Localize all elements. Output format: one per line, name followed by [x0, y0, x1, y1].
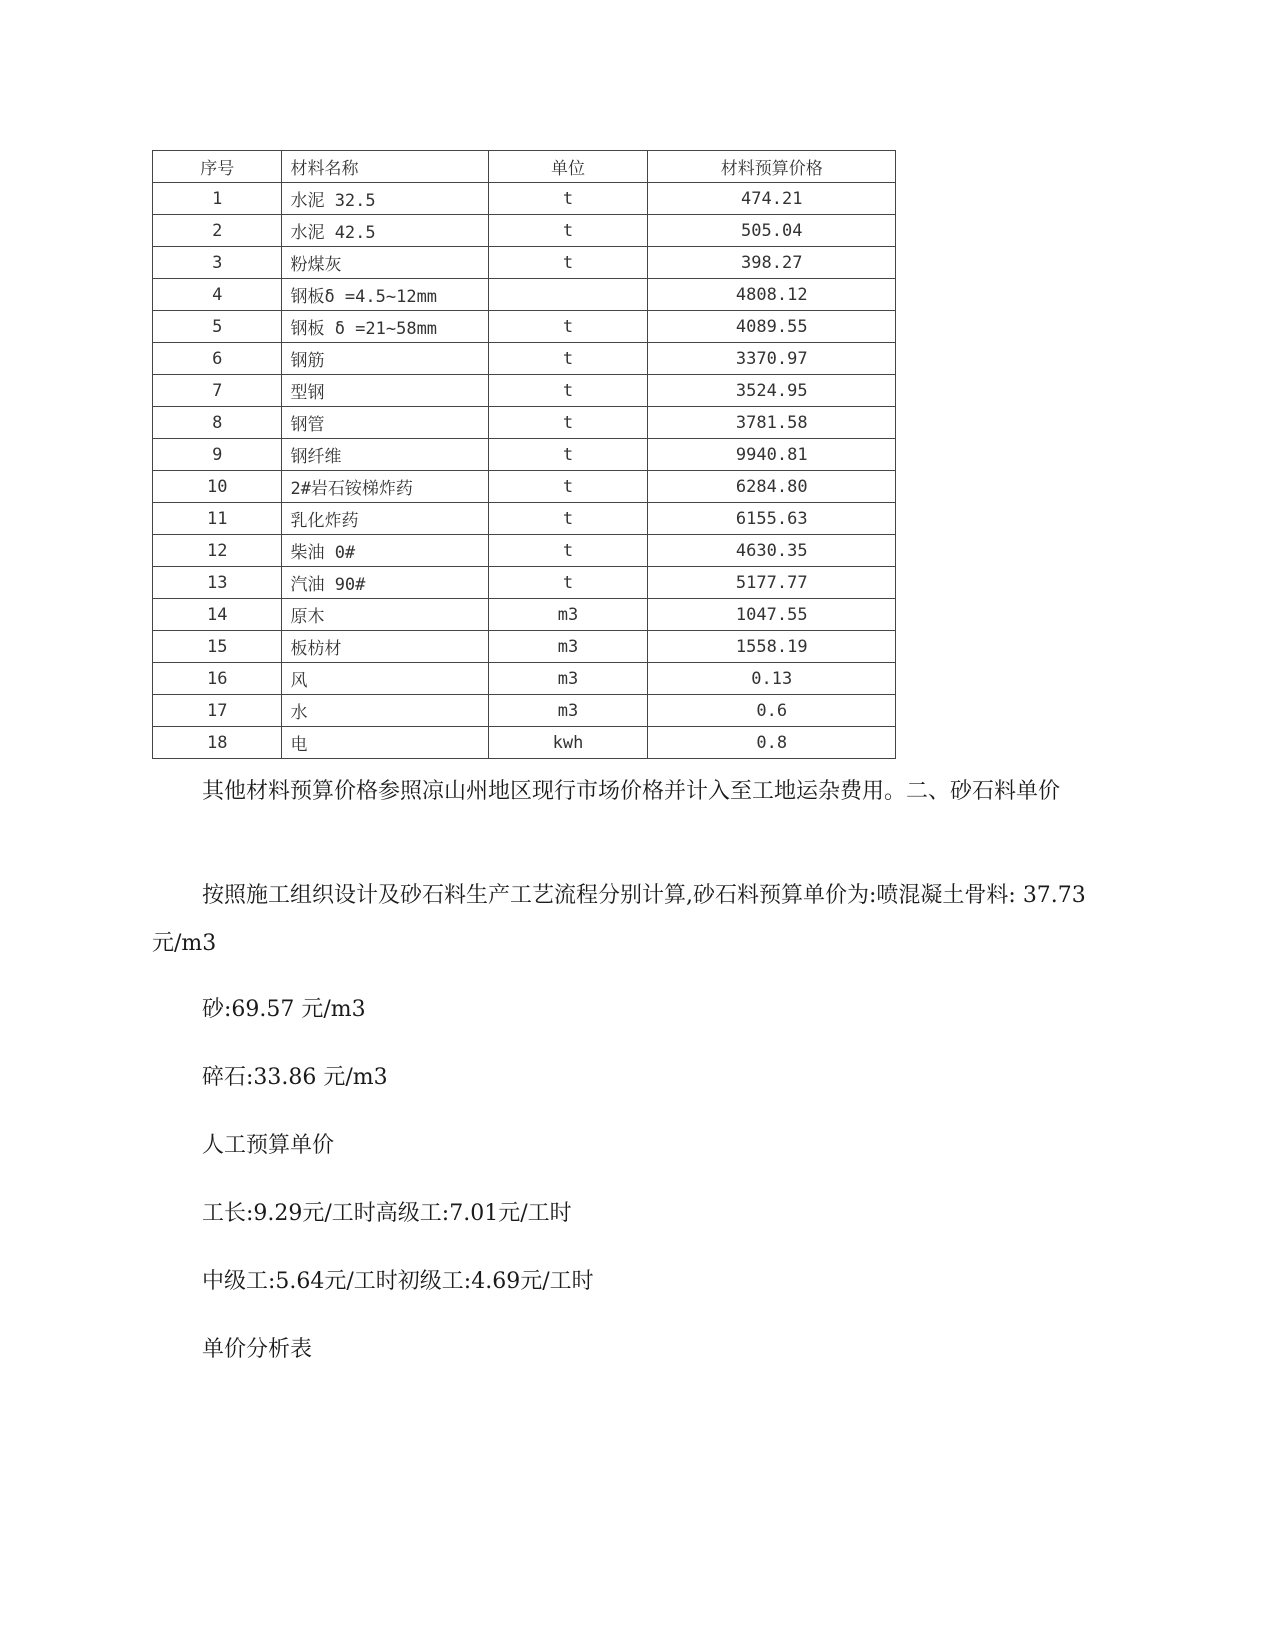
cell-serial-no: 9	[153, 439, 282, 471]
table-row	[153, 695, 896, 727]
cell-material-name: 板枋材	[282, 631, 488, 663]
table-row	[153, 599, 896, 631]
labor-heading: 人工预算单价	[202, 1133, 335, 1158]
cell-unit: t	[488, 183, 648, 215]
cell-material-name: 原木	[282, 599, 488, 631]
cell-unit: m3	[488, 663, 648, 695]
paragraph-other-materials: 其他材料预算价格参照凉山州地区现行市场价格并计入至工地运杂费用。二、砂石料单价	[202, 779, 1061, 804]
table-row	[153, 631, 896, 663]
table-row	[153, 215, 896, 247]
cell-budget-price: 505.04	[648, 215, 896, 247]
cell-material-name: 钢管	[282, 407, 488, 439]
cell-unit: m3	[488, 599, 648, 631]
sand-price: 砂:69.57 元/m3	[202, 997, 366, 1022]
cell-budget-price: 474.21	[648, 183, 896, 215]
cell-unit: t	[488, 471, 648, 503]
cell-budget-price: 0.8	[648, 727, 896, 759]
cell-material-name: 粉煤灰	[282, 247, 488, 279]
material-price-table	[152, 150, 896, 759]
cell-budget-price: 1558.19	[648, 631, 896, 663]
cell-material-name: 乳化炸药	[282, 503, 488, 535]
cell-material-name: 2#岩石铵梯炸药	[282, 471, 488, 503]
cell-unit: t	[488, 535, 648, 567]
cell-material-name: 水泥 42.5	[282, 215, 488, 247]
table-row	[153, 279, 896, 311]
cell-material-name: 钢板 δ =21~58mm	[282, 311, 488, 343]
cell-unit: t	[488, 343, 648, 375]
cell-serial-no: 3	[153, 247, 282, 279]
cell-unit: kwh	[488, 727, 648, 759]
table-row	[153, 535, 896, 567]
cell-serial-no: 4	[153, 279, 282, 311]
cell-serial-no: 16	[153, 663, 282, 695]
cell-unit: t	[488, 375, 648, 407]
table-row	[153, 439, 896, 471]
cell-budget-price: 398.27	[648, 247, 896, 279]
cell-material-name: 水泥 32.5	[282, 183, 488, 215]
cell-material-name: 钢纤维	[282, 439, 488, 471]
cell-material-name: 电	[282, 727, 488, 759]
cell-budget-price: 5177.77	[648, 567, 896, 599]
table-row	[153, 503, 896, 535]
cell-material-name: 汽油 90#	[282, 567, 488, 599]
labor-rates-line-2: 中级工:5.64元/工时初级工:4.69元/工时	[202, 1269, 594, 1294]
cell-unit: t	[488, 215, 648, 247]
table-row	[153, 311, 896, 343]
cell-serial-no: 17	[153, 695, 282, 727]
cell-budget-price: 0.6	[648, 695, 896, 727]
header-material-name: 材料名称	[282, 151, 488, 183]
table-row	[153, 407, 896, 439]
cell-budget-price: 1047.55	[648, 599, 896, 631]
header-serial-no: 序号	[153, 151, 282, 183]
cell-serial-no: 5	[153, 311, 282, 343]
paragraph-aggregate-price: 按照施工组织设计及砂石料生产工艺流程分别计算,砂石料预算单价为:喷混凝土骨料: 37.73 元/m3	[152, 883, 1086, 956]
cell-budget-price: 6155.63	[648, 503, 896, 535]
gravel-price: 碎石:33.86 元/m3	[202, 1065, 388, 1090]
table-header-row	[153, 151, 896, 183]
cell-serial-no: 14	[153, 599, 282, 631]
table-row	[153, 247, 896, 279]
cell-budget-price: 3370.97	[648, 343, 896, 375]
cell-unit: t	[488, 439, 648, 471]
cell-unit: t	[488, 503, 648, 535]
cell-serial-no: 8	[153, 407, 282, 439]
cell-budget-price: 0.13	[648, 663, 896, 695]
cell-unit: t	[488, 247, 648, 279]
header-unit: 单位	[488, 151, 648, 183]
cell-material-name: 风	[282, 663, 488, 695]
table-row	[153, 375, 896, 407]
table-row	[153, 567, 896, 599]
cell-serial-no: 11	[153, 503, 282, 535]
cell-budget-price: 4089.55	[648, 311, 896, 343]
cell-budget-price: 4808.12	[648, 279, 896, 311]
cell-serial-no: 6	[153, 343, 282, 375]
cell-material-name: 水	[282, 695, 488, 727]
cell-unit: m3	[488, 631, 648, 663]
cell-serial-no: 15	[153, 631, 282, 663]
cell-serial-no: 10	[153, 471, 282, 503]
cell-budget-price: 4630.35	[648, 535, 896, 567]
cell-material-name: 钢板δ =4.5~12mm	[282, 279, 488, 311]
cell-serial-no: 13	[153, 567, 282, 599]
cell-serial-no: 18	[153, 727, 282, 759]
cell-serial-no: 7	[153, 375, 282, 407]
labor-rates-line-1: 工长:9.29元/工时高级工:7.01元/工时	[202, 1201, 572, 1226]
table-body	[153, 183, 896, 759]
cell-serial-no: 1	[153, 183, 282, 215]
analysis-heading: 单价分析表	[202, 1337, 313, 1362]
table-row	[153, 471, 896, 503]
cell-material-name: 钢筋	[282, 343, 488, 375]
cell-budget-price: 3524.95	[648, 375, 896, 407]
cell-unit: t	[488, 407, 648, 439]
cell-serial-no: 2	[153, 215, 282, 247]
cell-unit: t	[488, 567, 648, 599]
table-row	[153, 343, 896, 375]
cell-unit: m3	[488, 695, 648, 727]
cell-budget-price: 9940.81	[648, 439, 896, 471]
table-row	[153, 183, 896, 215]
cell-material-name: 柴油 0#	[282, 535, 488, 567]
header-budget-price: 材料预算价格	[648, 151, 896, 183]
cell-budget-price: 6284.80	[648, 471, 896, 503]
cell-serial-no: 12	[153, 535, 282, 567]
cell-material-name: 型钢	[282, 375, 488, 407]
table-row	[153, 727, 896, 759]
cell-budget-price: 3781.58	[648, 407, 896, 439]
table-row	[153, 663, 896, 695]
cell-unit	[488, 279, 648, 311]
cell-unit: t	[488, 311, 648, 343]
